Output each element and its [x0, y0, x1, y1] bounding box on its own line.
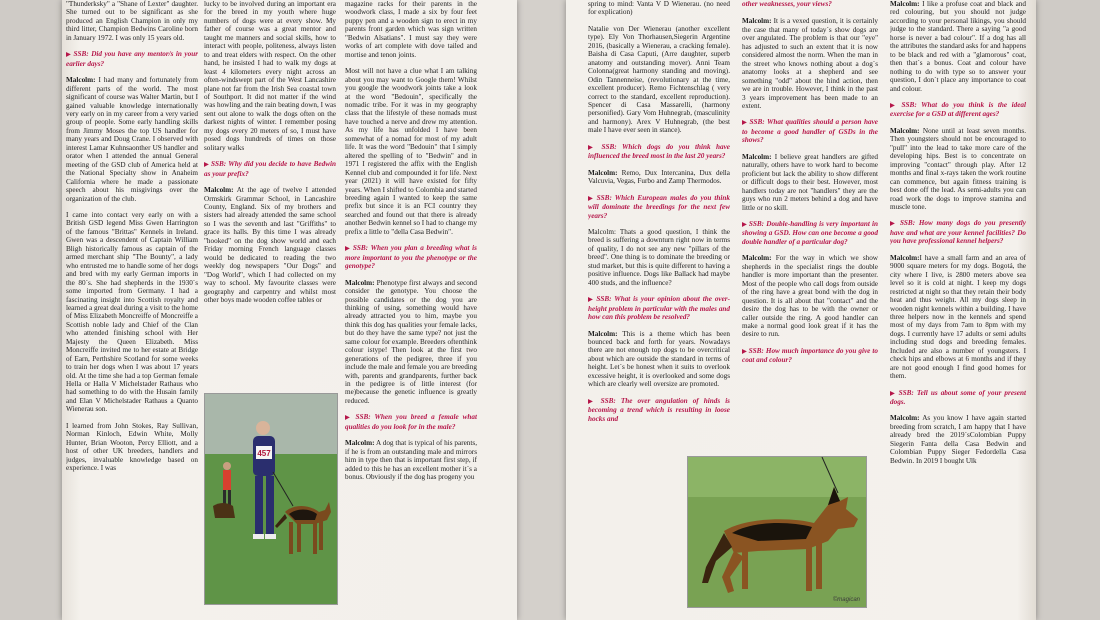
answer-text: As you know I have again started breeding from scratch, I am happy that I have already bred the 2019´sColombian Puppy Siegerin Fanta della Casa Bedwin and Colombian Puppy Sieger Fedordella Casa Bedwin. In 2019 I bought Ulk	[890, 414, 1026, 465]
left-column-3	[345, 0, 477, 620]
answer-text: For the way in which we show shepherds in the specialist rings the double handler is more important than the presenter. Most of the people who call dogs from outside of the ring have a great bond with the dog in question. It is all about that "contact" and the desire the dog has to be with the owner or caller outside the ring. A good handler can make a normal good look great if it has the desire to run.	[742, 254, 878, 339]
handler-dog-illustration	[205, 394, 337, 604]
body-paragraph	[204, 186, 336, 304]
handler-with-dog-photo	[204, 393, 338, 605]
answer-text: At the age of twelve I attended Ormskirk Grammar School, in Lancashire County, England. Six of my brothers and sisters had already attended the same school so I was the seventh and last "Griffiths" to grace its halls. By this time I was already "hooked" on the dog show world and each Friday morning French language classes would be dedicated to reading the two weekly dog newspapers "Our Dogs" and "Dog World", which I had collected on my way to school. My favourite classes were geography and carpentry and whilst most other boys made wooden coffee tables or	[204, 186, 336, 304]
interview-question: ▶ SSB: What do you think is the ideal exercise for a GSD at different ages?	[890, 101, 1026, 119]
interview-question: ▶ SSB: When you plan a breeding what is more important to you the phenotype or the genotype?	[345, 244, 477, 270]
bib-number: 457	[257, 449, 271, 458]
speaker-label: Malcolm:	[742, 254, 772, 263]
body-paragraph	[742, 17, 878, 110]
answer-text: A dog that is typical of his parents, if he is from an outstanding male and mirrors him in type then that is important first step, if added to this he has an excellent mother it´s a bonus. Obviously if the dog has progeny you	[345, 439, 477, 482]
body-paragraph: Most will not have a clue what I am talking about you may want to Google them! Whilst you google the woodwork joints take a look at the word "Bedouin", specifically the nomadic tribe. For it was in my geography class that the lifestyle of these nomads must have touched a nerve and drew my attention. As my life has unfolded I have been somewhat of a nomad for most of my adult life. It was the word "Bedouin" that I simply altered the spelling of to "Bedwin" and in 1971 I registered the affix with the English Kennel club and compounded it for life. Next year (2021) it will have existed for fifty years. When I shifted to Colombia and started breeding again I wanted to keep the same prefix but since it is an FCI country they searched and found out that there is already another Bedwin kennel so I had to change my prefix a little to "della Casa Bedwin".	[345, 67, 477, 236]
interview-question: ▶ SSB: Tell us about some of your present dogs.	[890, 389, 1026, 407]
body-paragraph: spring to mind: Vanta V D Wienerau. (no need for explication)	[588, 0, 730, 17]
answer-text: Remo, Dux Intercanina, Dux della Valcuvia, Vegas, Furbo and Zamp Thermodos.	[588, 168, 730, 186]
speaker-label: Malcolm:	[345, 278, 375, 287]
body-paragraph	[890, 414, 1026, 465]
interview-question: ▶ SSB: Which dogs do you think have influenced the breed most in the last 20 years?	[588, 143, 730, 161]
body-paragraph	[742, 254, 878, 339]
body-paragraph	[742, 153, 878, 212]
german-shepherd-stance-photo	[687, 456, 867, 608]
speaker-label: Malcolm:	[890, 253, 920, 262]
speaker-label: Malcolm:	[890, 126, 920, 135]
body-paragraph	[66, 76, 198, 203]
answer-text: This is a theme which has been bounced back and forth for years. Nowadays there are not enough top dogs to be overcritical about which are outside the standard in terms of height. Let´s be honest when it suits to overlook excessive height, it is overlooked and some dogs which are clearly well oversize are promoted.	[588, 329, 730, 389]
answer-text: I believe great handlers are gifted naturally, others have to work hard to become proficient but lack the ability to show different or difficult dogs to their best. However, most handlers today are not "handlers" they are the guys who run 2 meters behind a dog and have little or no skill.	[742, 152, 878, 212]
body-paragraph	[588, 169, 730, 186]
body-paragraph	[345, 279, 477, 406]
gsd-stance-illustration	[688, 457, 866, 607]
interview-question: ▶ SSB: When you breed a female what qualities do you look for in the male?	[345, 413, 477, 431]
interview-question: ▶ SSB: What is your opinion about the over-height problem in particular with the males and how can this problem be resolved?	[588, 295, 730, 321]
body-paragraph: I came into contact very early on with a British GSD legend Miss Gwen Harrington of the famous "Brittas" Kennels in Ireland. Gwen was a descendent of Captain William Bligh historically famous as captain of the armed merchant ship "The Bounty", a lady who entrusted me to handle some of her dogs and bred with my early German imports in the 80´s. She had shepherds in the 1930´s some imported from Germany. I had a fascinating insight into Scottish royalty and learned a great deal during a visit to the home of Miss Elizabeth Moncreiffe of Moncreiffe a Scottish noble lady and Chief of the Clan who attended finishing school with Her Majesty the Queen Elizabeth. Miss Moncreiffe invited me to her estate at Bridge of Earn, Perthshire Scotland for some weeks to train her dogs when I was about 17 years old. At the time she had a top German female Hella or Halla V Michelstader Rathaus who had something to do with the Husain family and Elan V Michelstader Rathaus a Quanto Wienerau son.	[66, 210, 198, 414]
answer-text: I have a small farm and an area of 9000 square meters for my dogs. Bogotá, the city where I live, is 2800 meters above sea level so it is cold at night. I keep my dogs restricted at night so that they retain their body heat and thus weight. All my dogs sleep in wooden night kennels within a building. I have three helpers now in the kennels and spend most of my days from 7am to 8pm with my dogs. I currently have 17 adults or semi adults including stud dogs and breeding females. Included are also a number of youngsters. I check hips and elbows at 6 months and if they are not good enough I find good homes for them.	[890, 253, 1026, 381]
body-paragraph	[345, 439, 477, 481]
answer-text: None until at least seven months. Then youngsters should not be encouraged to "pull" into the lead to take more care of the developing hips. Best is to concentrate on improving "contact" through play. After 12 months and final x-rays taken the work routine can commence, but again fitness training is best done off the lead. As semi-adults you can road work the dogs to improve stamina and muscle tone.	[890, 126, 1026, 211]
answer-text: I like a profuse coat and black and red colouring, but you should not judge according to your personal likings, you should judge to the standard. There a saying "a good horse is never a bad colour". If a dog has all the attributes the standard asks for and happens to be black and red with a "glamorous" coat, then that´s a bonus. Coat and colour have nothing to do with type so to answer your question, I don´t place any importance to coat and colour.	[890, 0, 1026, 93]
speaker-label: Malcolm:	[345, 439, 375, 448]
interview-question: ▶ SSB: Double-handling is very important in showing a GSD. How can one become a good double handler of a particular dog?	[742, 220, 878, 246]
speaker-label: Malcolm:	[588, 329, 618, 338]
speaker-label: Malcolm:	[742, 17, 772, 26]
interview-question: ▶ SSB: How many dogs do you presently have and what are your kennel facilities? Do you have professional kennel helpers?	[890, 219, 1026, 245]
left-column-1	[66, 0, 198, 620]
right-page	[566, 0, 1036, 620]
body-paragraph: Malcolm: Thats a good question, I think the breed is suffering a downturn right now in terms of quality, I do not see any new "pillars of the breed". One thing is to dominate the breeding or stud market, but this is quite different to having a positive influence. Dogs like Ballack had maybe 400 studs, and the influence?	[588, 227, 730, 287]
interview-question: ▶ SSB: Did you have any mentor/s in your earlier days?	[66, 50, 198, 68]
left-column-2	[204, 0, 336, 390]
right-column-3	[890, 0, 1026, 620]
body-paragraph	[890, 254, 1026, 381]
right-column-2	[742, 0, 878, 452]
answer-text: I had many and fortunately from different parts of the world. The most significant of course was Walter Martin, but I gained valuable knowledge internationally very early on in my career from a very varied group of people. Some early handling skills from Jimmy Moses the top US handler for many years and Doug Crane. I observed with interest Lamar Kuhnsaonther US handler and orator when I attended the annual General meeting of the GSD club of America held at the National Specialty show in Anaheim California where he made a passionate speech about his misgivings over the organization of the club.	[66, 76, 198, 203]
photo-credit: ©magican	[832, 597, 860, 603]
body-paragraph: magazine racks for their parents in the woodwork class, I made a six by four feet puppy pen and a wooden sign to erect in my parents front garden which was sign written "Bedwin Alsatians". I must say they were works of art complete with dove tailed and mortise and tenon joints.	[345, 0, 477, 59]
interview-question: ▶ SSB: Why did you decide to have Bedwin as your prefix?	[204, 160, 336, 178]
interview-question: ▶ SSB: Which European males do you think will dominate the breedings for the next few years?	[588, 194, 730, 220]
body-paragraph: I learned from John Stokes, Ray Sullivan, Norman Kinloch, Edwin White, Molly Hunter, Brian Wooton, Percy Elliott, and a host of other UK breeders, handlers and judges, invaluable knowledge based on experience. I was	[66, 421, 198, 473]
body-paragraph: lucky to be involved during an important era for the breed in my youth where huge numbers of dogs were at every show. My father of course was a great mentor and taught me manners and social skills, how to interact with people, politeness, always listen to and treat elders with respect. On the other hand, he insisted I had to walk my dogs at least 4 kilometers every night across an often-windswept part of the West Lancashire plane not far from the Irish Sea coastal town of Southport. It did not matter if the wind was howling and the rain beating down, I was sent out alone to walk the dogs often on the darkest nights of winter. I remember posing my dogs every 20 meters of so, I must have posed dogs hundreds of times on those solitary walks	[204, 0, 336, 152]
interview-question: other weaknesses, your views?	[742, 0, 832, 8]
speaker-label: Malcolm:	[66, 76, 96, 85]
speaker-label: Malcolm:	[742, 152, 772, 161]
body-paragraph	[588, 330, 730, 389]
interview-question: ▶ SSB: What qualities should a person have to become a good handler of GSDs in the shows?	[742, 118, 878, 144]
speaker-label: Malcolm:	[588, 168, 618, 177]
interview-question: ▶ SSB: How much importance do you give to coat and colour?	[742, 347, 878, 365]
body-paragraph: Natalie von Der Wienerau (another excellent type). Ely Von Thorhausen,Siegerin Argentine 2016, (basically a Wienerau, a cracking female). Baisha di Casa Caputi, (Arre daughter, superb anatomy and outstanding mover). Anni Team Colonna(great harmony standing and moving). Odin Tannenneise, (revolutionary at the time, excellent producer). Remo Fichtenschlag ( very correct to the standard, excellent reproduction). Spencer di Casa Massarelli, (harmony personified). Gary Vom Huhnegrab, (masculinity and harmony). Arex V Huhnegrab, (the best male I have ever seen in stance).	[588, 24, 730, 135]
speaker-label: Malcolm:	[204, 186, 234, 195]
answer-text: Phenotype first always and second consider the genotype. You choose the possible candidates or the dog you are thinking of using, something would have already attracted you to him, maybe you think this dog has qualities your female lacks, but do they have the same type? not just the same colour for example. Breeders oftenthink colour istype! Then look at the first two generations of the pedigree, three if you include the male and female you are breeding with, parents and grandparents, further back in the pedigree is of little interest (for me)because the genetic influence is greatly reduced.	[345, 278, 477, 405]
interview-question: ▶ SSB: The over angulation of hinds is becoming a trend which is resulting in loose hocks and	[588, 397, 730, 423]
body-paragraph: "Thunderksky" a "Shane of Lexter" daughter. She turned out to be significant as she produced an English Champion in only my third litter, Champion Bedwins Caroline born in January 1972. I was only 15 years old.	[66, 0, 198, 42]
speaker-label: Malcolm:	[890, 0, 920, 8]
body-paragraph	[890, 0, 1026, 93]
body-paragraph	[890, 127, 1026, 212]
book-gutter	[517, 0, 566, 620]
left-page	[62, 0, 517, 620]
answer-text: It is a vexed question, it is certainly the case that many of today´s show dogs are over angulated. The problem is that our "eye" has adjusted to such an extent that it is now considered almost the norm. When the man in the street who knows nothing about a dog´s anatomy looks at a shepherd and see something "odd" about the hind action, then we are in trouble. However, I think in the past 3 years improvement has been made to an extent.	[742, 17, 878, 110]
speaker-label: Malcolm:	[890, 414, 920, 423]
